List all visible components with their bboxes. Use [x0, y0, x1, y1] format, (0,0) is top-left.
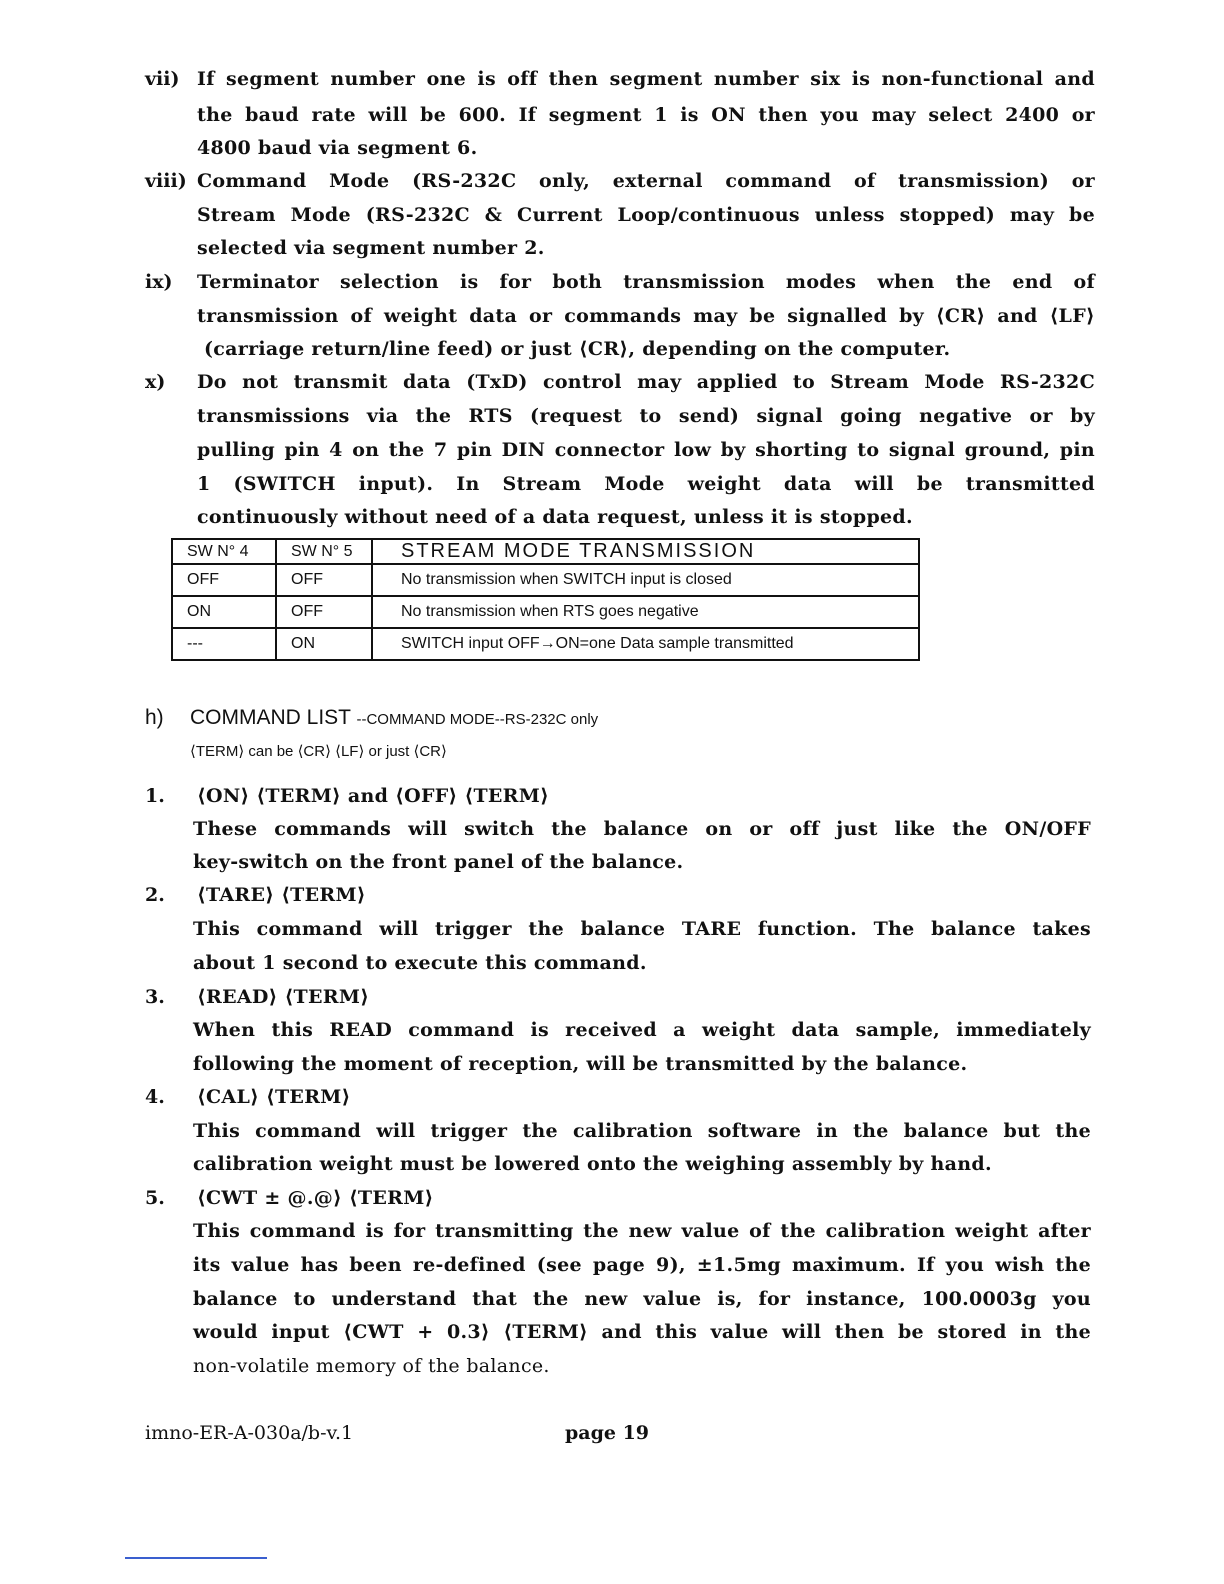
cell-description: SWITCH input OFF→ON=one Data sample transmitted: [372, 628, 919, 660]
command-number: 3.: [145, 986, 165, 1008]
cell-sw5: OFF: [276, 596, 372, 628]
table-row: [172, 628, 919, 660]
cell-sw4: ON: [172, 596, 276, 628]
section-title: COMMAND LIST: [190, 706, 351, 729]
command-syntax: ⟨READ⟩ ⟨TERM⟩: [197, 986, 370, 1008]
item-label: viii): [145, 170, 187, 192]
text-line: the baud rate will be 600. If segment 1 is ON then you may select 2400 or: [197, 104, 1095, 126]
text-line: transmission of weight data or commands may be signalled by ⟨CR⟩ and ⟨LF⟩: [197, 305, 1095, 327]
text-line: calibration weight must be lowered onto the weighing assembly by hand.: [193, 1153, 992, 1175]
item-label: x): [145, 371, 166, 393]
text-line: non-volatile memory of the balance.: [193, 1355, 550, 1377]
command-number: 4.: [145, 1086, 165, 1108]
text-line: These commands will switch the balance on or off just like the ON/OFF: [193, 818, 1091, 840]
text-line: about 1 second to execute this command.: [193, 952, 647, 974]
document-id: imno-ER-A-030a/b-v.1: [145, 1422, 354, 1444]
stream-mode-table: [171, 538, 920, 661]
command-syntax: ⟨ON⟩ ⟨TERM⟩ and ⟨OFF⟩ ⟨TERM⟩: [197, 785, 550, 807]
cell-description: No transmission when RTS goes negative: [372, 596, 919, 628]
command-syntax: ⟨CWT ± @.@⟩ ⟨TERM⟩: [197, 1187, 434, 1209]
section-title-line: [190, 706, 1088, 732]
text-line: would input ⟨CWT + 0.3⟩ ⟨TERM⟩ and this value will then be stored in the: [193, 1321, 1091, 1343]
cell-sw4: OFF: [172, 564, 276, 596]
text-line: Stream Mode (RS-232C & Current Loop/continuous unless stopped) may be: [197, 204, 1095, 226]
text-line: 4800 baud via segment 6.: [197, 137, 478, 159]
text-line: transmissions via the RTS (request to send) signal going negative or by: [197, 405, 1095, 427]
text-line: continuously without need of a data request, unless it is stopped.: [197, 506, 913, 528]
text-line: key-switch on the front panel of the balance.: [193, 851, 684, 873]
item-label: vii): [145, 68, 180, 90]
text-line: following the moment of reception, will be transmitted by the balance.: [193, 1053, 968, 1075]
text-line: Command Mode (RS-232C only, external command of transmission) or: [197, 170, 1095, 192]
table-row: [172, 596, 919, 628]
text-line: This command is for transmitting the new value of the calibration weight after: [193, 1220, 1091, 1242]
cell-sw5: OFF: [276, 564, 372, 596]
header-sw5: SW N° 5: [276, 539, 372, 564]
text-line: its value has been re-defined (see page 9), ±1.5mg maximum. If you wish the: [193, 1254, 1091, 1276]
command-syntax: ⟨TARE⟩ ⟨TERM⟩: [197, 884, 366, 906]
text-line: balance to understand that the new value is, for instance, 100.0003g you: [193, 1288, 1091, 1310]
term-note: ⟨TERM⟩ can be ⟨CR⟩ ⟨LF⟩ or just ⟨CR⟩: [190, 743, 447, 760]
header-stream-mode: STREAM MODE TRANSMISSION: [372, 539, 919, 564]
page-number: page 19: [565, 1422, 650, 1444]
table-row: [172, 564, 919, 596]
header-sw4: SW N° 4: [172, 539, 276, 564]
command-number: 5.: [145, 1187, 165, 1209]
text-line: Do not transmit data (TxD) control may applied to Stream Mode RS-232C: [197, 371, 1095, 393]
text-line: Terminator selection is for both transmission modes when the end of: [197, 271, 1095, 293]
cell-description: No transmission when SWITCH input is closed: [372, 564, 919, 596]
text-line: When this READ command is received a weight data sample, immediately: [193, 1019, 1091, 1041]
text-line: (carriage return/line feed) or just ⟨CR⟩, depending on the computer.: [204, 338, 951, 360]
section-label: h): [145, 706, 164, 729]
item-label: ix): [145, 271, 173, 293]
text-line: If segment number one is off then segment number six is non-functional and: [197, 68, 1095, 90]
text-line: This command will trigger the calibration software in the balance but the: [193, 1120, 1091, 1142]
command-number: 1.: [145, 785, 165, 807]
text-line: 1 (SWITCH input). In Stream Mode weight data will be transmitted: [197, 473, 1095, 495]
command-syntax: ⟨CAL⟩ ⟨TERM⟩: [197, 1086, 351, 1108]
cell-sw5: ON: [276, 628, 372, 660]
text-line: selected via segment number 2.: [197, 237, 545, 259]
section-subtitle: --COMMAND MODE--RS-232C only: [356, 711, 599, 728]
text-line: This command will trigger the balance TARE function. The balance takes: [193, 918, 1091, 940]
command-number: 2.: [145, 884, 165, 906]
cell-sw4: ---: [172, 628, 276, 660]
table-header-row: [172, 539, 919, 564]
text-line: pulling pin 4 on the 7 pin DIN connector low by shorting to signal ground, pin: [197, 439, 1095, 461]
divider-line: [125, 1557, 267, 1559]
